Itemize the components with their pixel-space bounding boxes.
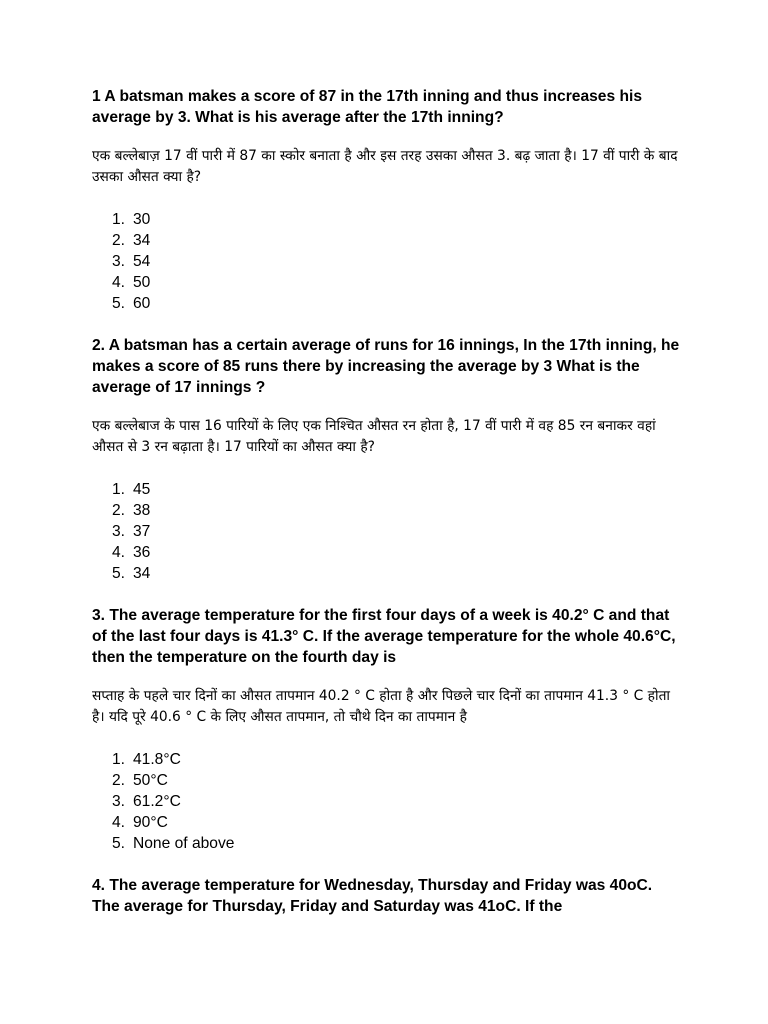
option-text: 45 (133, 481, 151, 498)
document-page (92, 86, 682, 938)
question-1 (92, 86, 682, 314)
option-text: 90°C (133, 814, 168, 831)
question-text-hi: सप्ताह के पहले चार दिनों का औसत तापमान 40.2 ° C होता है और पिछले चार दिनों का तापमान 41.3 ° C होता है। यदि पूरे 40.6 ° C के लिए औसत तापमान, तो चौथे दिन का तापमान है (92, 688, 671, 725)
question-text-hi: एक बल्लेबाज के पास 16 पारियों के लिए एक निश्चित औसत रन होता है, 17 वीं पारी में वह 85 रन बनाकर वहां औसत से 3 रन बढ़ाता है। 17 पारियों का औसत क्या है? (92, 418, 656, 455)
option-number: 3. (111, 253, 125, 270)
option-text: 30 (133, 211, 151, 228)
option-number: 2. (111, 502, 125, 519)
option-text: 54 (133, 253, 151, 270)
option-number: 4. (111, 814, 125, 831)
option-item (92, 542, 682, 563)
option-item (92, 833, 682, 854)
option-number: 2. (111, 772, 125, 789)
options-list (92, 479, 682, 584)
option-text: 60 (133, 295, 151, 312)
question-text-hi: एक बल्लेबाज़ 17 वीं पारी में 87 का स्कोर बनाता है और इस तरह उसका औसत 3. बढ़ जाता है। 17 वीं पारी के बाद उसका औसत क्या है? (92, 148, 678, 185)
option-item (92, 251, 682, 272)
option-item (92, 521, 682, 542)
option-number: 1. (111, 481, 125, 498)
option-text: 37 (133, 523, 151, 540)
option-text: 34 (133, 565, 151, 582)
option-item (92, 812, 682, 833)
question-4 (92, 875, 682, 917)
options-list (92, 749, 682, 854)
option-number: 5. (111, 565, 125, 582)
option-number: 4. (111, 544, 125, 561)
option-item (92, 791, 682, 812)
option-item (92, 749, 682, 770)
option-text: 36 (133, 544, 151, 561)
option-number: 1. (111, 211, 125, 228)
option-item (92, 479, 682, 500)
option-item (92, 293, 682, 314)
option-text: 50 (133, 274, 151, 291)
option-text: 38 (133, 502, 151, 519)
question-text-en: 2. A batsman has a certain average of runs for 16 innings, In the 17th inning, he makes a score of 85 runs there by increasing the average by 3 What is the average of 17 innings ? (92, 337, 680, 396)
option-number: 2. (111, 232, 125, 249)
option-number: 5. (111, 295, 125, 312)
option-text: 34 (133, 232, 151, 249)
option-item (92, 770, 682, 791)
question-text-en: 4. The average temperature for Wednesday, Thursday and Friday was 40oC. The average for Thursday, Friday and Saturday was 41oC. If the (92, 877, 653, 915)
option-item (92, 209, 682, 230)
question-2 (92, 335, 682, 584)
option-text: 50°C (133, 772, 168, 789)
question-text-en: 3. The average temperature for the first four days of a week is 40.2° C and that of the last four days is 41.3° C. If the average temperature for the whole 40.6°C, then the temperature on the fourth day is (92, 607, 676, 666)
option-text: None of above (133, 835, 235, 852)
options-list (92, 209, 682, 314)
option-item (92, 272, 682, 293)
question-text-en: 1 A batsman makes a score of 87 in the 17th inning and thus increases his average by 3. What is his average after the 17th inning? (92, 88, 642, 126)
option-number: 5. (111, 835, 125, 852)
question-3 (92, 605, 682, 854)
option-item (92, 230, 682, 251)
option-number: 3. (111, 793, 125, 810)
option-text: 41.8°C (133, 751, 181, 768)
option-item (92, 500, 682, 521)
option-number: 4. (111, 274, 125, 291)
option-text: 61.2°C (133, 793, 181, 810)
option-item (92, 563, 682, 584)
option-number: 3. (111, 523, 125, 540)
option-number: 1. (111, 751, 125, 768)
